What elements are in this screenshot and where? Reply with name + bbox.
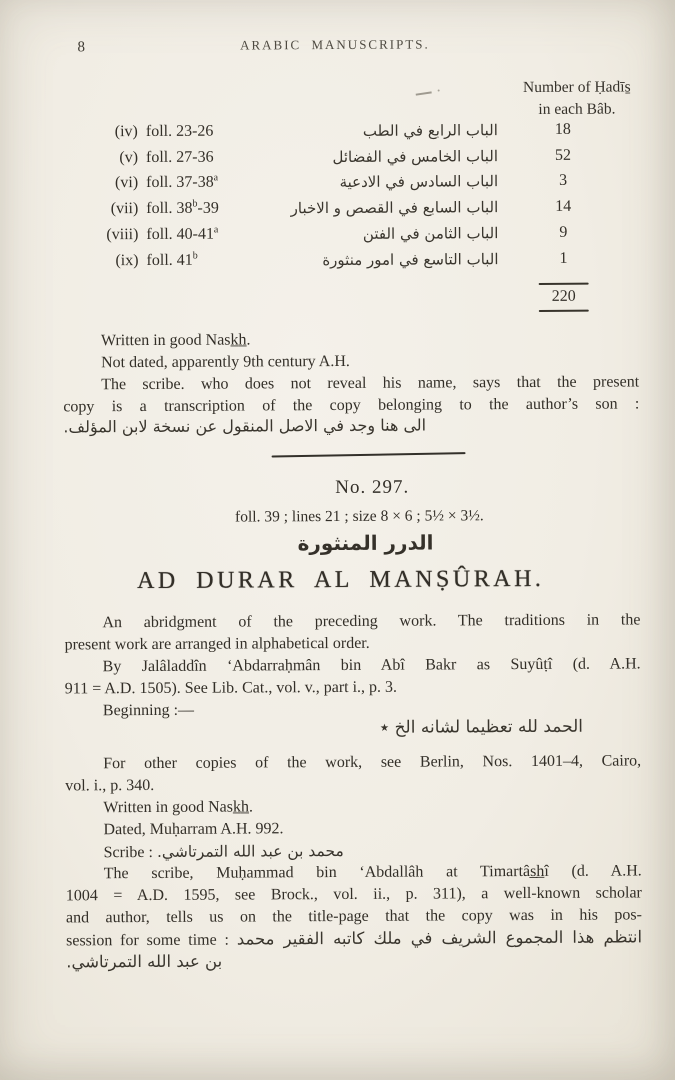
row-hadis-count: 14 — [555, 198, 572, 216]
running-header: ARABIC MANUSCRIPTS. — [240, 36, 430, 53]
body-line-mixed — [66, 927, 642, 951]
hadis-count-caption — [523, 76, 631, 121]
scribe-label: Scribe : — [103, 843, 158, 862]
total-rule-bottom — [539, 310, 589, 312]
folios-superscript: a — [213, 172, 219, 184]
entry-title: AD DURAR AL MANṢÛRAH. — [136, 565, 545, 595]
folios-superscript: b — [192, 250, 198, 262]
note-naskh-line: Written in good Nask̲h̲. — [100, 331, 251, 350]
row-numeral: (vi) — [114, 174, 139, 192]
hadis-caption-line1: Number of Ḥadīs̱ — [522, 78, 631, 97]
row-hadis-count: 52 — [554, 146, 572, 164]
body-line: 911 = A.D. 1505). See Lib. Cat., vol. v., part i., p. 3. — [64, 678, 398, 698]
arabic-colophon-note: الى هنا وجد في الاصل المنقول عن نسخة لابن المؤلف. — [63, 415, 427, 437]
folios-text: foll. 27-36 — [145, 148, 214, 166]
folios-text: foll. 40-41 — [146, 225, 214, 244]
body-line: An abridgment of the preceding work. The traditions in the — [102, 611, 641, 632]
hadis-table — [58, 117, 609, 275]
arabic-scribe-continuation: بن عبد الله التمرتاشي. — [66, 951, 223, 972]
row-hadis-count: 18 — [554, 120, 571, 138]
folios-text: foll. 38 — [146, 200, 193, 218]
row-numeral: (vii) — [110, 200, 139, 218]
hadis-total-block — [519, 283, 609, 312]
row-hadis-count: 9 — [559, 223, 568, 241]
row-arabic-title: الباب الثامن في الفتن — [362, 224, 499, 243]
row-arabic-title: الباب السادس في الادعية — [339, 172, 499, 192]
row-numeral: (iv) — [114, 122, 138, 141]
folios-text: foll. 23-26 — [145, 122, 214, 140]
row-folios — [138, 200, 288, 219]
note-dated-line: Not dated, apparently 9th century A.H. — [101, 352, 350, 372]
row-hadis-count: 1 — [559, 249, 568, 267]
body-line: present work are arranged in alphabetical order. — [64, 634, 370, 654]
entry-number: No. 297. — [335, 476, 410, 499]
body-line: 1004 = A.D. 1595, see Brock., vol. ii., p. 311), a well-known scholar — [65, 884, 642, 905]
folios-text: foll. 41 — [146, 251, 193, 269]
folios-text: foll. 37-38 — [146, 174, 214, 192]
page-number: 8 — [77, 39, 85, 56]
table-row — [58, 117, 608, 146]
body-line: For other copies of the work, see Berlin, Nos. 1401–4, Cairo, — [103, 752, 642, 773]
folios-superscript: b — [192, 198, 198, 210]
scan-artifact-dot — [438, 89, 440, 91]
hadis-caption-line2: in each Bâb. — [538, 100, 616, 118]
table-row — [58, 168, 608, 197]
body-line: By Jalâladdîn ‘Abdarraḥmân bin Abî Bakr as Suyûṭî (d. A.H. — [102, 655, 641, 676]
table-row — [58, 142, 608, 171]
collation-line: foll. 39 ; lines 21 ; size 8 × 6 ; 5½ × 3½. — [234, 507, 484, 526]
row-numeral: (viii) — [106, 226, 139, 244]
row-arabic-title: الباب الخامس في الفضائل — [332, 146, 499, 166]
row-numeral: (ix) — [115, 251, 139, 270]
row-hadis-count: 3 — [559, 172, 568, 190]
section-divider — [272, 452, 466, 457]
dated-note: Dated, Muḥarram A.H. 992. — [103, 820, 284, 839]
naskh-note: Written in good Nask̲h̲. — [103, 798, 254, 817]
hadis-total: 220 — [551, 287, 576, 305]
row-numeral: (v) — [119, 148, 139, 166]
row-folios — [138, 148, 288, 167]
folios-text-post: -39 — [197, 199, 219, 218]
scan-artifact-dash — [416, 91, 432, 95]
row-folios — [138, 174, 288, 193]
possession-note-arabic: انتظم هذا المجموع الشريف في ملك كاتبه الفقير محمد — [236, 927, 643, 949]
scribe-note-line1: The scribe. who does not reveal his name, says that the present — [101, 373, 640, 394]
possession-note-english: session for some time : — [66, 931, 237, 950]
table-row — [58, 246, 608, 275]
scribe-line — [66, 839, 642, 863]
row-arabic-title: الباب السابع في القصص و الاخبار — [290, 198, 499, 218]
beginning-label: Beginning :— — [102, 701, 195, 720]
row-folios — [138, 122, 288, 141]
body-line: vol. i., p. 340. — [65, 776, 155, 795]
table-row — [58, 220, 608, 249]
row-folios — [138, 251, 288, 270]
arabic-work-title: الدرر المنثورة — [297, 530, 434, 556]
table-row — [58, 194, 608, 223]
folios-superscript: a — [213, 224, 219, 236]
row-arabic-title: الباب الرابع في الطب — [362, 121, 498, 140]
body-line: The scribe, Muḥammad bin ‘Abdallâh at Timartâs̲h̲î (d. A.H. — [103, 862, 642, 883]
row-arabic-title: الباب التاسع في امور منثورة — [322, 250, 499, 269]
beginning-arabic: الحمد لله تعظيما لشانه الخ ٭ — [379, 716, 584, 738]
scribe-name-arabic: محمد بن عبد الله التمرتاشي. — [156, 841, 344, 861]
body-line: and author, tells us on the title-page that the copy was in his pos- — [65, 906, 643, 927]
row-folios — [138, 225, 288, 244]
scribe-note-line2: copy is a transcription of the copy belonging to the author’s son : — [63, 395, 640, 416]
